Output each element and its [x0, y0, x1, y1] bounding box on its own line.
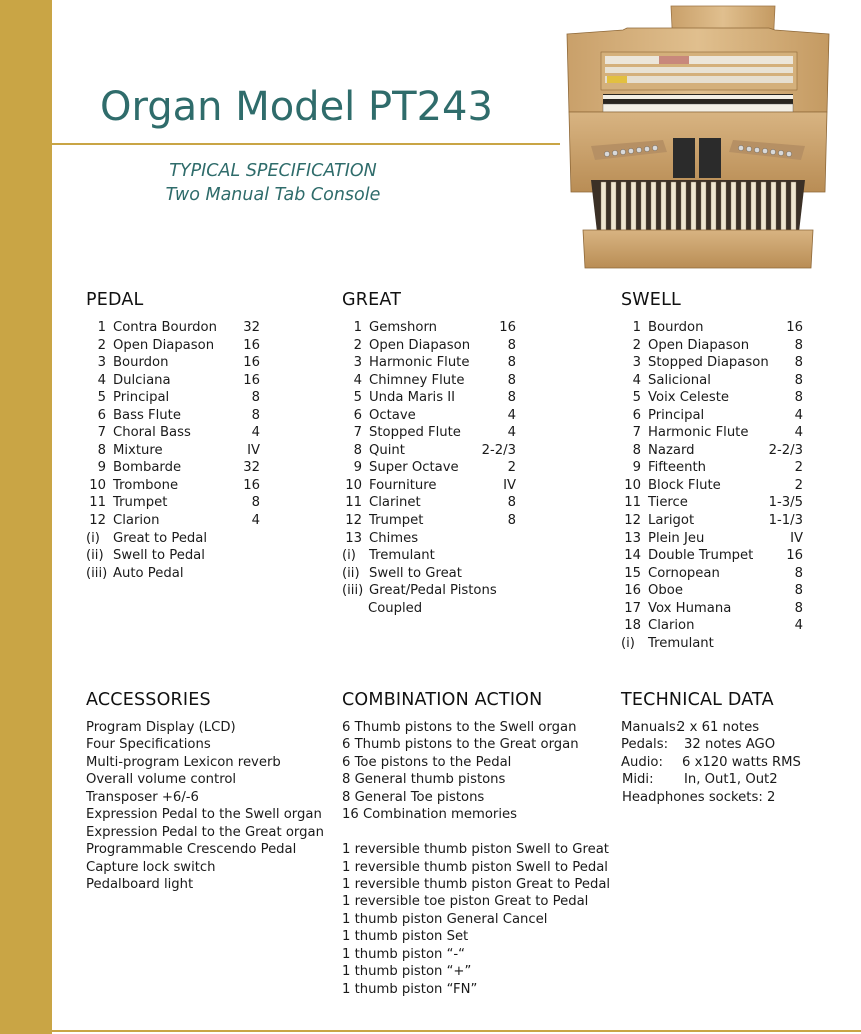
stop-pitch: 16 — [243, 477, 260, 493]
stop-row — [621, 547, 803, 565]
stop-number: 3 — [353, 355, 362, 371]
stop-pitch: 8 — [507, 355, 516, 371]
technical-label: Midi: — [622, 772, 654, 788]
technical-value: 32 notes AGO — [684, 737, 776, 753]
stop-number: 4 — [632, 372, 641, 388]
reversible-piston-item: 1 thumb piston “FN” — [342, 981, 478, 997]
coupler-row — [342, 547, 518, 565]
stop-name: Stopped Flute — [369, 425, 461, 441]
stop-row — [342, 512, 518, 530]
stop-pitch: 8 — [251, 390, 260, 406]
stop-pitch: 2-2/3 — [481, 442, 516, 458]
stop-name: Larigot — [648, 513, 695, 529]
technical-section-title: TECHNICAL DATA — [621, 690, 774, 710]
stop-row — [621, 389, 803, 407]
combination-item: 8 General Toe pistons — [342, 789, 485, 805]
stop-number: 8 — [97, 442, 106, 458]
gold-side-bar — [0, 0, 52, 1034]
stop-name: Harmonic Flute — [369, 355, 470, 371]
stop-number: 2 — [97, 337, 106, 353]
stop-number: 3 — [97, 355, 106, 371]
coupler-number: (i) — [86, 530, 100, 546]
stop-number: 5 — [632, 390, 641, 406]
stop-number: 14 — [624, 548, 641, 564]
stop-pitch: 8 — [251, 495, 260, 511]
stop-row — [621, 372, 803, 390]
stop-name: Chimney Flute — [369, 372, 465, 388]
coupler-name: Tremulant — [648, 635, 714, 651]
stop-pitch: 8 — [794, 583, 803, 599]
technical-value: 6 x120 watts RMS — [682, 754, 801, 770]
reversible-piston-item: 1 reversible thumb piston Swell to Pedal — [342, 859, 608, 875]
stop-name: Choral Bass — [113, 425, 191, 441]
stop-number: 10 — [624, 477, 641, 493]
stop-number: 9 — [97, 460, 106, 476]
subtitle-specification: TYPICAL SPECIFICATION — [169, 161, 377, 181]
stop-number: 11 — [624, 495, 641, 511]
stop-name: Trumpet — [113, 495, 168, 511]
stop-name: Contra Bourdon — [113, 320, 217, 335]
accessory-item: Expression Pedal to the Great organ — [86, 824, 324, 840]
stop-number: 9 — [353, 460, 362, 476]
coupler-row — [621, 635, 797, 653]
stop-name: Bass Flute — [113, 407, 181, 423]
accessories-list — [86, 719, 324, 893]
accessory-item: Multi-program Lexicon reverb — [86, 754, 281, 770]
stop-name: Cornopean — [648, 565, 720, 581]
stop-number: 9 — [632, 460, 641, 476]
stop-number: 6 — [353, 407, 362, 423]
stop-number: 8 — [353, 442, 362, 458]
stop-row — [621, 530, 803, 548]
stop-name: Open Diapason — [113, 337, 215, 353]
stop-row — [621, 582, 803, 600]
stop-row — [86, 389, 262, 407]
reversible-piston-item: 1 thumb piston Set — [342, 929, 469, 945]
stop-name: Voix Celeste — [648, 390, 729, 406]
technical-label: Audio: — [621, 754, 663, 770]
stop-pitch: 16 — [786, 548, 803, 564]
coupler-row — [86, 530, 262, 548]
stop-number: 13 — [624, 530, 641, 546]
stop-pitch: 8 — [794, 337, 803, 353]
technical-label: Pedals: — [621, 737, 669, 753]
stop-name: Clarion — [113, 513, 160, 529]
subtitle-console: Two Manual Tab Console — [165, 185, 381, 205]
stop-pitch: 8 — [507, 390, 516, 406]
stop-row — [621, 494, 803, 512]
stop-pitch: 4 — [794, 407, 803, 423]
headphones-row — [621, 789, 821, 806]
stop-row — [86, 354, 262, 372]
stop-row — [342, 459, 518, 477]
stop-row — [342, 530, 518, 548]
stop-pitch: 4 — [507, 407, 516, 423]
coupler-name: Swell to Great — [369, 565, 462, 581]
stop-row — [86, 424, 262, 442]
stop-row — [86, 494, 262, 512]
stop-name: Unda Maris II — [369, 390, 456, 406]
stop-name: Salicional — [648, 372, 711, 388]
stop-row — [621, 477, 803, 495]
combination-item: 6 Thumb pistons to the Great organ — [342, 737, 579, 753]
stop-name: Double Trumpet — [648, 548, 754, 564]
coupler-row — [342, 565, 518, 583]
coupler-continuation — [342, 600, 518, 618]
coupler-number: (iii) — [86, 565, 108, 581]
stop-pitch: 1-3/5 — [768, 495, 803, 511]
stop-name: Block Flute — [648, 477, 721, 493]
accessory-item: Pedalboard light — [86, 876, 194, 892]
stop-name: Octave — [369, 407, 416, 423]
stop-pitch: 8 — [507, 513, 516, 529]
stop-pitch: 32 — [243, 320, 260, 335]
stop-row — [342, 319, 518, 337]
stop-number: 16 — [624, 583, 641, 599]
bottom-rule — [52, 1030, 861, 1032]
combination-item: 16 Combination memories — [342, 807, 517, 823]
stop-pitch: 8 — [794, 600, 803, 616]
technical-value: In, Out1, Out2 — [684, 772, 778, 788]
stop-name: Principal — [113, 390, 170, 406]
stop-name: Stopped Diapason — [648, 355, 769, 371]
reversible-piston-item: 1 thumb piston “-“ — [342, 946, 465, 962]
stop-number: 11 — [89, 495, 106, 511]
pedal-stop-list — [86, 319, 262, 582]
stop-row — [621, 512, 803, 530]
stop-number: 15 — [624, 565, 641, 581]
accessory-item: Capture lock switch — [86, 859, 216, 875]
accessories-section-title: ACCESSORIES — [86, 690, 211, 710]
coupler-name: Great to Pedal — [113, 530, 208, 546]
stop-number: 12 — [89, 513, 106, 529]
headphones-text: Headphones sockets: 2 — [622, 789, 776, 805]
stop-pitch: 4 — [794, 618, 803, 634]
combination-item: 6 Toe pistons to the Pedal — [342, 754, 512, 770]
technical-value: 2 x 61 notes — [677, 720, 760, 735]
combination-item: 6 Thumb pistons to the Swell organ — [342, 720, 577, 735]
coupler-number: (iii) — [342, 583, 364, 599]
stop-number: 10 — [89, 477, 106, 493]
stop-row — [342, 407, 518, 425]
stop-row — [86, 512, 262, 530]
stop-row — [621, 354, 803, 372]
reversible-piston-item: 1 reversible thumb piston Great to Pedal — [342, 876, 611, 892]
coupler-row — [86, 565, 262, 583]
stop-pitch: 4 — [507, 425, 516, 441]
stop-row — [342, 494, 518, 512]
stop-pitch: 2 — [794, 460, 803, 476]
stop-row — [342, 372, 518, 390]
stop-pitch: 8 — [794, 390, 803, 406]
combination-section-title: COMBINATION ACTION — [342, 690, 543, 710]
stop-row — [86, 407, 262, 425]
stop-number: 7 — [632, 425, 641, 441]
combination-list — [342, 719, 610, 998]
stop-number: 8 — [632, 442, 641, 458]
stop-pitch: 2 — [507, 460, 516, 476]
stop-row — [86, 459, 262, 477]
stop-number: 6 — [632, 407, 641, 423]
accessory-item: Programmable Crescendo Pedal — [86, 842, 297, 858]
stop-pitch: IV — [790, 530, 803, 546]
stop-name: Dulciana — [113, 372, 171, 388]
stop-row — [342, 424, 518, 442]
stop-name: Open Diapason — [648, 337, 750, 353]
reversible-piston-item: 1 thumb piston General Cancel — [342, 911, 548, 927]
combination-item: 8 General thumb pistons — [342, 772, 506, 788]
stop-row — [86, 477, 262, 495]
stop-number: 11 — [345, 495, 362, 511]
pedal-section-title: PEDAL — [86, 290, 144, 310]
stop-name: Gemshorn — [369, 320, 438, 335]
great-section-title: GREAT — [342, 290, 402, 310]
accessory-item: Expression Pedal to the Swell organ — [86, 807, 322, 823]
stop-pitch: 4 — [251, 513, 260, 529]
list-spacer — [342, 824, 610, 841]
organ-console-image — [563, 4, 833, 270]
stop-pitch: 8 — [794, 355, 803, 371]
coupler-row — [342, 582, 518, 600]
coupler-number: (ii) — [86, 548, 104, 564]
stop-pitch: 8 — [794, 372, 803, 388]
stop-pitch: 8 — [251, 407, 260, 423]
stop-row — [621, 617, 803, 635]
stop-number: 1 — [97, 320, 106, 335]
coupler-name: Swell to Pedal — [113, 548, 205, 564]
coupler-name: Great/Pedal Pistons — [369, 583, 497, 599]
accessory-item: Overall volume control — [86, 772, 237, 788]
stop-pitch: 4 — [251, 425, 260, 441]
stop-pitch: 8 — [507, 495, 516, 511]
stop-number: 17 — [624, 600, 641, 616]
stop-name: Clarion — [648, 618, 695, 634]
stop-pitch: 16 — [786, 320, 803, 335]
stop-number: 10 — [345, 477, 362, 493]
stop-number: 7 — [353, 425, 362, 441]
stop-number: 3 — [632, 355, 641, 371]
technical-row — [621, 754, 821, 771]
stop-row — [342, 337, 518, 355]
stop-name: Tierce — [648, 495, 688, 511]
stop-pitch: 4 — [794, 425, 803, 441]
stop-number: 4 — [353, 372, 362, 388]
stop-number: 12 — [624, 513, 641, 529]
stop-pitch: 8 — [794, 565, 803, 581]
stop-name: Vox Humana — [648, 600, 732, 616]
technical-row — [621, 736, 821, 753]
stop-name: Bourdon — [113, 355, 169, 371]
swell-stop-list — [621, 319, 803, 652]
stop-name: Chimes — [369, 530, 419, 546]
stop-row — [342, 442, 518, 460]
stop-number: 7 — [97, 425, 106, 441]
stop-row — [621, 337, 803, 355]
coupler-name-continued: Coupled — [368, 600, 423, 616]
stop-name: Super Octave — [369, 460, 459, 476]
page-title: Organ Model PT243 — [100, 84, 493, 130]
technical-label: Manuals: — [621, 720, 681, 735]
stop-row — [342, 354, 518, 372]
stop-row — [342, 389, 518, 407]
stop-pitch: IV — [247, 442, 260, 458]
coupler-number: (i) — [342, 548, 356, 564]
stop-row — [621, 424, 803, 442]
coupler-name: Auto Pedal — [113, 565, 184, 581]
stop-pitch: 16 — [243, 337, 260, 353]
stop-row — [86, 372, 262, 390]
stop-pitch: 1-1/3 — [768, 513, 803, 529]
stop-name: Plein Jeu — [648, 530, 705, 546]
stop-number: 6 — [97, 407, 106, 423]
stop-pitch: 16 — [243, 355, 260, 371]
stop-number: 4 — [97, 372, 106, 388]
coupler-number: (ii) — [342, 565, 360, 581]
stop-row — [342, 477, 518, 495]
stop-pitch: 8 — [507, 337, 516, 353]
stop-number: 13 — [345, 530, 362, 546]
stop-row — [86, 442, 262, 460]
accessory-item: Program Display (LCD) — [86, 720, 236, 735]
stop-name: Nazard — [648, 442, 695, 458]
stop-name: Oboe — [648, 583, 683, 599]
stop-row — [86, 319, 262, 337]
title-rule — [52, 143, 560, 145]
stop-number: 2 — [353, 337, 362, 353]
stop-pitch: 2 — [794, 477, 803, 493]
stop-name: Trombone — [113, 477, 179, 493]
coupler-row — [86, 547, 262, 565]
stop-name: Open Diapason — [369, 337, 471, 353]
stop-name: Bourdon — [648, 320, 704, 335]
stop-name: Fifteenth — [648, 460, 706, 476]
swell-section-title: SWELL — [621, 290, 681, 310]
technical-row — [621, 719, 821, 736]
stop-row — [621, 459, 803, 477]
stop-pitch: 16 — [499, 320, 516, 335]
reversible-piston-item: 1 reversible toe piston Great to Pedal — [342, 894, 589, 910]
stop-pitch: 2-2/3 — [768, 442, 803, 458]
stop-number: 5 — [353, 390, 362, 406]
stop-name: Principal — [648, 407, 705, 423]
reversible-piston-item: 1 thumb piston “+” — [342, 964, 472, 980]
stop-pitch: 16 — [243, 372, 260, 388]
great-stop-list — [342, 319, 518, 617]
stop-name: Mixture — [113, 442, 163, 458]
stop-number: 12 — [345, 513, 362, 529]
stop-name: Quint — [369, 442, 405, 458]
accessory-item: Four Specifications — [86, 737, 211, 753]
stop-row — [621, 600, 803, 618]
stop-pitch: 8 — [507, 372, 516, 388]
technical-row — [621, 771, 821, 788]
reversible-piston-item: 1 reversible thumb piston Swell to Great — [342, 842, 609, 858]
stop-number: 2 — [632, 337, 641, 353]
stop-name: Bombarde — [113, 460, 182, 476]
stop-number: 5 — [97, 390, 106, 406]
stop-name: Fourniture — [369, 477, 437, 493]
technical-data-block — [621, 719, 821, 806]
stop-name: Harmonic Flute — [648, 425, 749, 441]
stop-number: 1 — [353, 320, 362, 335]
stop-row — [86, 337, 262, 355]
stop-row — [621, 442, 803, 460]
stop-name: Clarinet — [369, 495, 421, 511]
stop-pitch: IV — [503, 477, 516, 493]
coupler-number: (i) — [621, 635, 635, 651]
stop-pitch: 32 — [243, 460, 260, 476]
stop-row — [621, 407, 803, 425]
coupler-name: Tremulant — [369, 548, 435, 564]
stop-number: 1 — [632, 320, 641, 335]
stop-number: 18 — [624, 618, 641, 634]
accessory-item: Transposer +6/-6 — [86, 789, 199, 805]
stop-name: Trumpet — [369, 513, 424, 529]
stop-row — [621, 319, 803, 337]
stop-row — [621, 565, 803, 583]
